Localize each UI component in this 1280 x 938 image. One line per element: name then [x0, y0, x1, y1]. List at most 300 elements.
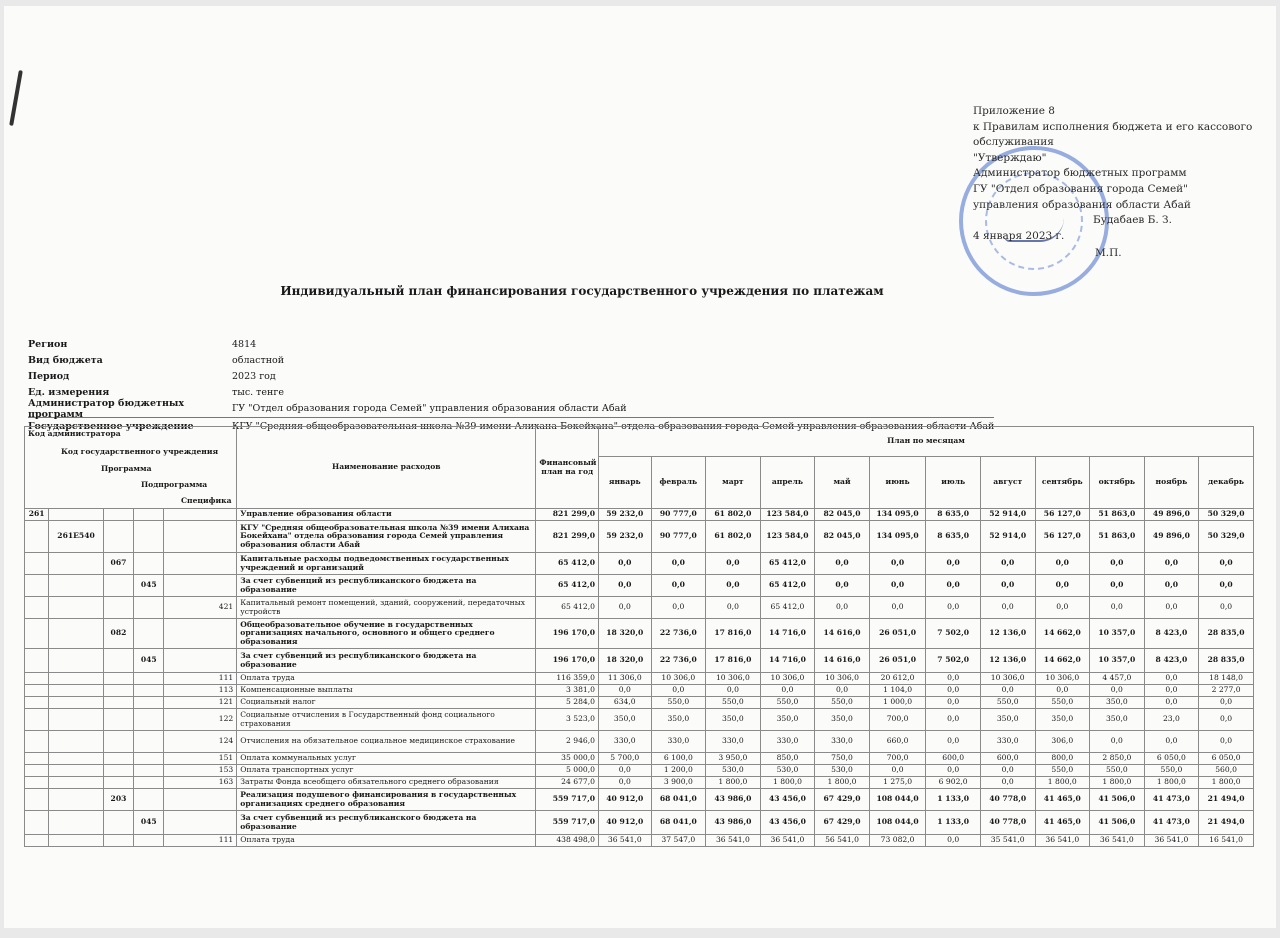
code-cell: [49, 649, 104, 673]
month-value-cell: 73 082,0: [869, 835, 926, 847]
table-row: [25, 789, 1254, 811]
code-cell: [164, 789, 237, 811]
month-value-cell: 350,0: [815, 709, 870, 731]
month-value-cell: 14 662,0: [1035, 649, 1090, 673]
table-row: [25, 697, 1254, 709]
month-value-cell: 1 104,0: [869, 685, 926, 697]
month-value-cell: 6 050,0: [1199, 753, 1254, 765]
plan-header: Финансовый план на год: [536, 427, 599, 509]
month-value-cell: 0,0: [869, 575, 926, 597]
code-cell: [103, 811, 133, 835]
month-value-cell: 0,0: [815, 575, 870, 597]
code-cell: 121: [164, 697, 237, 709]
code-cell: [49, 673, 104, 685]
month-value-cell: 0,0: [651, 553, 706, 575]
month-value-cell: 0,0: [1090, 553, 1145, 575]
month-value-cell: 10 306,0: [980, 673, 1035, 685]
expense-name: Социальный налог: [237, 697, 536, 709]
month-value-cell: 67 429,0: [815, 789, 870, 811]
approval-line: ГУ "Отдел образования города Семей": [973, 182, 1188, 195]
month-value-cell: 0,0: [815, 597, 870, 619]
month-value-cell: 21 494,0: [1199, 811, 1254, 835]
expense-name: Затраты Фонда всеобщего обязательного среднего образования: [237, 777, 536, 789]
month-value-cell: 37 547,0: [651, 835, 706, 847]
month-value-cell: 550,0: [1035, 765, 1090, 777]
month-value-cell: 12 136,0: [980, 649, 1035, 673]
month-value-cell: 530,0: [815, 765, 870, 777]
month-value-cell: 68 041,0: [651, 789, 706, 811]
expense-name: Компенсационные выплаты: [237, 685, 536, 697]
annual-plan-cell: 35 000,0: [536, 753, 599, 765]
month-value-cell: 123 584,0: [760, 521, 815, 553]
month-value-cell: 14 662,0: [1035, 619, 1090, 649]
annual-plan-cell: 196 170,0: [536, 619, 599, 649]
approval-line: Приложение 8: [973, 105, 1055, 117]
months-header: План по месяцам: [599, 427, 1254, 457]
month-value-cell: 52 914,0: [980, 521, 1035, 553]
month-value-cell: 11 306,0: [599, 673, 652, 685]
month-value-cell: 0,0: [1144, 597, 1199, 619]
approval-line: обслуживания: [973, 136, 1054, 149]
month-value-cell: 350,0: [706, 709, 761, 731]
month-value-cell: 0,0: [1035, 685, 1090, 697]
code-cell: [134, 731, 164, 753]
month-value-cell: 8 635,0: [926, 521, 981, 553]
month-value-cell: 22 736,0: [651, 619, 706, 649]
month-value-cell: 50 329,0: [1199, 509, 1254, 521]
month-value-cell: 123 584,0: [760, 509, 815, 521]
table-row: [25, 597, 1254, 619]
month-value-cell: 0,0: [980, 685, 1035, 697]
approval-line: Администратор бюджетных программ: [973, 167, 1187, 180]
month-value-cell: 0,0: [980, 553, 1035, 575]
code-cell: 151: [164, 753, 237, 765]
expense-name: Управление образования области: [237, 509, 536, 521]
month-value-cell: 23,0: [1144, 709, 1199, 731]
month-value-cell: 0,0: [1199, 575, 1254, 597]
code-cell: [49, 685, 104, 697]
month-value-cell: 4 457,0: [1090, 673, 1145, 685]
month-value-cell: 1 800,0: [1035, 777, 1090, 789]
month-value-cell: 6 100,0: [651, 753, 706, 765]
month-value-cell: 0,0: [980, 777, 1035, 789]
expense-name: За счет субвенций из республиканского бюджета на образование: [237, 575, 536, 597]
month-value-cell: 50 329,0: [1199, 521, 1254, 553]
month-value-cell: 550,0: [706, 697, 761, 709]
month-value-cell: 350,0: [1090, 709, 1145, 731]
month-value-cell: 21 494,0: [1199, 789, 1254, 811]
month-value-cell: 1 800,0: [815, 777, 870, 789]
annual-plan-cell: 3 381,0: [536, 685, 599, 697]
month-value-cell: 36 541,0: [706, 835, 761, 847]
month-value-cell: 28 835,0: [1199, 619, 1254, 649]
month-value-cell: 0,0: [1199, 597, 1254, 619]
month-value-cell: 5 700,0: [599, 753, 652, 765]
code-cell: [25, 649, 49, 673]
month-value-cell: 0,0: [706, 575, 761, 597]
month-value-cell: 600,0: [980, 753, 1035, 765]
month-value-cell: 1 133,0: [926, 789, 981, 811]
month-value-cell: 90 777,0: [651, 509, 706, 521]
code-cell: [49, 777, 104, 789]
code-cell: [134, 753, 164, 765]
month-value-cell: 0,0: [706, 553, 761, 575]
annual-plan-cell: 3 523,0: [536, 709, 599, 731]
annual-plan-cell: 116 359,0: [536, 673, 599, 685]
month-value-cell: 0,0: [760, 685, 815, 697]
code-cell: [134, 509, 164, 521]
month-value-cell: 634,0: [599, 697, 652, 709]
code-cell: [103, 685, 133, 697]
code-cell: [25, 789, 49, 811]
month-header: октябрь: [1090, 457, 1145, 509]
month-value-cell: 350,0: [980, 709, 1035, 731]
code-cell: [25, 777, 49, 789]
month-value-cell: 40 778,0: [980, 811, 1035, 835]
month-value-cell: 330,0: [706, 731, 761, 753]
code-cell: [134, 789, 164, 811]
month-value-cell: 0,0: [926, 731, 981, 753]
month-value-cell: 6 902,0: [926, 777, 981, 789]
code-cell: [134, 709, 164, 731]
month-header: сентябрь: [1035, 457, 1090, 509]
month-value-cell: 10 306,0: [1035, 673, 1090, 685]
annual-plan-cell: 438 498,0: [536, 835, 599, 847]
code-cell: [49, 575, 104, 597]
code-cell: [134, 835, 164, 847]
month-value-cell: 10 306,0: [815, 673, 870, 685]
table-row: [25, 765, 1254, 777]
month-value-cell: 550,0: [815, 697, 870, 709]
meta-label: Ед. измерения: [28, 387, 110, 399]
month-value-cell: 550,0: [651, 697, 706, 709]
code-cell: [164, 619, 237, 649]
document-page: [4, 6, 1276, 928]
month-value-cell: 14 616,0: [815, 649, 870, 673]
month-value-cell: 56 541,0: [815, 835, 870, 847]
meta-label: Регион: [28, 338, 68, 350]
annual-plan-cell: 821 299,0: [536, 521, 599, 553]
month-value-cell: 0,0: [926, 553, 981, 575]
code-cell: [134, 619, 164, 649]
month-value-cell: 1 275,0: [869, 777, 926, 789]
month-value-cell: 0,0: [1090, 575, 1145, 597]
code-cell: [164, 553, 237, 575]
specific-header: Специфика: [181, 496, 232, 505]
month-value-cell: 0,0: [599, 765, 652, 777]
table-row: [25, 521, 1254, 553]
month-header: август: [980, 457, 1035, 509]
month-value-cell: 0,0: [706, 685, 761, 697]
month-value-cell: 0,0: [599, 597, 652, 619]
table-row: [25, 685, 1254, 697]
table-row: [25, 553, 1254, 575]
month-value-cell: 43 986,0: [706, 811, 761, 835]
month-value-cell: 0,0: [1090, 731, 1145, 753]
month-value-cell: 65 412,0: [760, 597, 815, 619]
expense-name: Реализация подушевого финансирования в государственных организациях среднего образования: [237, 789, 536, 811]
code-cell: [25, 553, 49, 575]
month-value-cell: 550,0: [1090, 765, 1145, 777]
code-cell: [164, 649, 237, 673]
month-value-cell: 134 095,0: [869, 521, 926, 553]
code-cell: [103, 521, 133, 553]
month-value-cell: 134 095,0: [869, 509, 926, 521]
month-value-cell: 52 914,0: [980, 509, 1035, 521]
month-value-cell: 82 045,0: [815, 509, 870, 521]
month-value-cell: 8 423,0: [1144, 649, 1199, 673]
annual-plan-cell: 821 299,0: [536, 509, 599, 521]
financing-plan-table: [24, 426, 1254, 847]
code-cell: [164, 811, 237, 835]
month-value-cell: 0,0: [599, 575, 652, 597]
code-cell: [164, 509, 237, 521]
expense-name: Общеобразовательное обучение в государственных организациях начального, основного и общего среднего образования: [237, 619, 536, 649]
month-header: апрель: [760, 457, 815, 509]
month-value-cell: 8 635,0: [926, 509, 981, 521]
month-value-cell: 0,0: [926, 709, 981, 731]
month-value-cell: 43 986,0: [706, 789, 761, 811]
meta-row: [28, 368, 994, 384]
code-cell: 124: [164, 731, 237, 753]
month-value-cell: 0,0: [651, 685, 706, 697]
code-cell: [134, 673, 164, 685]
month-value-cell: 550,0: [760, 697, 815, 709]
code-cell: [49, 697, 104, 709]
month-value-cell: 40 912,0: [599, 811, 652, 835]
code-cell: 203: [103, 789, 133, 811]
code-cell: [25, 619, 49, 649]
month-value-cell: 36 541,0: [1035, 835, 1090, 847]
month-value-cell: 550,0: [1144, 765, 1199, 777]
month-value-cell: 0,0: [926, 575, 981, 597]
code-cell: 261Е540: [49, 521, 104, 553]
code-cell: [49, 753, 104, 765]
table-row: [25, 835, 1254, 847]
code-cell: 163: [164, 777, 237, 789]
month-value-cell: 17 816,0: [706, 649, 761, 673]
code-cell: [49, 835, 104, 847]
month-value-cell: 41 506,0: [1090, 789, 1145, 811]
month-value-cell: 0,0: [926, 697, 981, 709]
annual-plan-cell: 2 946,0: [536, 731, 599, 753]
month-value-cell: 67 429,0: [815, 811, 870, 835]
meta-value: тыс. тенге: [232, 387, 284, 399]
month-value-cell: 550,0: [980, 697, 1035, 709]
month-value-cell: 1 133,0: [926, 811, 981, 835]
approver-name: Будабаев Б. З.: [1093, 214, 1172, 227]
code-cell: [103, 731, 133, 753]
month-value-cell: 660,0: [869, 731, 926, 753]
annual-plan-cell: 559 717,0: [536, 789, 599, 811]
month-value-cell: 17 816,0: [706, 619, 761, 649]
program-header: Программа: [101, 464, 152, 473]
month-value-cell: 0,0: [599, 685, 652, 697]
month-value-cell: 36 541,0: [760, 835, 815, 847]
month-value-cell: 0,0: [980, 765, 1035, 777]
subprogram-header: Подпрограмма: [141, 480, 208, 489]
month-value-cell: 40 778,0: [980, 789, 1035, 811]
code-cell: [49, 619, 104, 649]
code-cell: [49, 811, 104, 835]
expense-name: Оплата коммунальных услуг: [237, 753, 536, 765]
code-cell: [25, 811, 49, 835]
month-value-cell: 8 423,0: [1144, 619, 1199, 649]
month-value-cell: 28 835,0: [1199, 649, 1254, 673]
code-cell: [25, 521, 49, 553]
code-cell: 045: [134, 811, 164, 835]
code-cell: 113: [164, 685, 237, 697]
meta-row: [28, 352, 994, 368]
meta-value: КГУ "Средняя общеобразовательная школа №39 имени Алихана Бокейхана" отдела образования города Семей управления образования области Абай: [232, 420, 995, 432]
code-cell: [134, 777, 164, 789]
month-value-cell: 0,0: [1090, 597, 1145, 619]
month-value-cell: 330,0: [651, 731, 706, 753]
month-value-cell: 26 051,0: [869, 619, 926, 649]
month-value-cell: 0,0: [926, 673, 981, 685]
month-value-cell: 20 612,0: [869, 673, 926, 685]
month-value-cell: 1 000,0: [869, 697, 926, 709]
code-cell: [25, 575, 49, 597]
month-header: май: [815, 457, 870, 509]
month-value-cell: 59 232,0: [599, 509, 652, 521]
month-value-cell: 0,0: [599, 553, 652, 575]
code-cell: [25, 697, 49, 709]
code-cell: [134, 685, 164, 697]
month-value-cell: 0,0: [926, 685, 981, 697]
month-value-cell: 7 502,0: [926, 649, 981, 673]
month-value-cell: 350,0: [599, 709, 652, 731]
month-value-cell: 0,0: [651, 575, 706, 597]
month-value-cell: 0,0: [1144, 575, 1199, 597]
code-cell: [134, 765, 164, 777]
table-row: [25, 509, 1254, 521]
annual-plan-cell: 65 412,0: [536, 575, 599, 597]
month-value-cell: 0,0: [1035, 553, 1090, 575]
document-title: Индивидуальный план финансирования государственного учреждения по платежам: [280, 284, 884, 298]
month-value-cell: 350,0: [760, 709, 815, 731]
code-cell: [49, 731, 104, 753]
meta-label: Вид бюджета: [28, 354, 103, 366]
table-row: [25, 731, 1254, 753]
expense-name: Оплата труда: [237, 673, 536, 685]
month-value-cell: 550,0: [1035, 697, 1090, 709]
code-cell: [134, 697, 164, 709]
month-value-cell: 350,0: [1035, 709, 1090, 731]
expense-name: КГУ "Средняя общеобразовательная школа №39 имени Алихана Бокейхана" отдела образования города Семей управления образования области Абай: [237, 521, 536, 553]
month-header: ноябрь: [1144, 457, 1199, 509]
code-cell: [164, 575, 237, 597]
code-cell: 111: [164, 835, 237, 847]
month-value-cell: 41 473,0: [1144, 811, 1199, 835]
month-value-cell: 1 800,0: [1199, 777, 1254, 789]
month-header: декабрь: [1199, 457, 1254, 509]
code-cell: [49, 553, 104, 575]
month-header: январь: [599, 457, 652, 509]
month-value-cell: 3 900,0: [651, 777, 706, 789]
month-value-cell: 0,0: [1144, 731, 1199, 753]
month-value-cell: 0,0: [926, 765, 981, 777]
table-row: [25, 753, 1254, 765]
meta-value: 2023 год: [232, 370, 276, 382]
code-header: [25, 427, 237, 509]
month-value-cell: 0,0: [1144, 553, 1199, 575]
annual-plan-cell: 24 677,0: [536, 777, 599, 789]
code-cell: 122: [164, 709, 237, 731]
month-value-cell: 530,0: [760, 765, 815, 777]
month-value-cell: 600,0: [926, 753, 981, 765]
table-row: [25, 673, 1254, 685]
month-value-cell: 0,0: [869, 597, 926, 619]
month-value-cell: 0,0: [1090, 685, 1145, 697]
month-value-cell: 530,0: [706, 765, 761, 777]
month-value-cell: 0,0: [815, 553, 870, 575]
month-value-cell: 0,0: [1199, 731, 1254, 753]
month-value-cell: 26 051,0: [869, 649, 926, 673]
month-header: июнь: [869, 457, 926, 509]
month-value-cell: 14 716,0: [760, 619, 815, 649]
month-value-cell: 56 127,0: [1035, 521, 1090, 553]
month-value-cell: 16 541,0: [1199, 835, 1254, 847]
month-value-cell: 330,0: [599, 731, 652, 753]
month-value-cell: 18 148,0: [1199, 673, 1254, 685]
code-cell: [103, 649, 133, 673]
month-value-cell: 3 950,0: [706, 753, 761, 765]
meta-label: Администратор бюджетных программ: [28, 397, 185, 420]
code-admin-header: Код администратора: [28, 429, 121, 438]
code-cell: 261: [25, 509, 49, 521]
month-value-cell: 560,0: [1199, 765, 1254, 777]
month-value-cell: 700,0: [869, 753, 926, 765]
code-cell: [103, 777, 133, 789]
month-value-cell: 330,0: [815, 731, 870, 753]
month-value-cell: 14 616,0: [815, 619, 870, 649]
month-value-cell: 0,0: [706, 597, 761, 619]
code-institution-header: Код государственного учреждения: [61, 447, 219, 456]
month-value-cell: 10 357,0: [1090, 649, 1145, 673]
code-cell: [134, 521, 164, 553]
annual-plan-cell: 559 717,0: [536, 811, 599, 835]
approval-line: управления образования области Абай: [973, 198, 1191, 211]
code-cell: 082: [103, 619, 133, 649]
month-value-cell: 61 802,0: [706, 509, 761, 521]
month-value-cell: 1 800,0: [760, 777, 815, 789]
code-cell: [25, 597, 49, 619]
month-value-cell: 14 716,0: [760, 649, 815, 673]
month-value-cell: 0,0: [599, 777, 652, 789]
month-value-cell: 41 465,0: [1035, 811, 1090, 835]
expense-name: Оплата транспортных услуг: [237, 765, 536, 777]
month-value-cell: 36 541,0: [1090, 835, 1145, 847]
month-value-cell: 82 045,0: [815, 521, 870, 553]
month-value-cell: 43 456,0: [760, 811, 815, 835]
month-value-cell: 108 044,0: [869, 789, 926, 811]
month-value-cell: 0,0: [1144, 685, 1199, 697]
code-cell: 045: [134, 649, 164, 673]
code-cell: [134, 553, 164, 575]
code-cell: [103, 753, 133, 765]
month-value-cell: 0,0: [1199, 553, 1254, 575]
month-value-cell: 35 541,0: [980, 835, 1035, 847]
month-value-cell: 12 136,0: [980, 619, 1035, 649]
code-cell: 045: [134, 575, 164, 597]
expense-name: За счет субвенций из республиканского бюджета на образование: [237, 649, 536, 673]
month-value-cell: 43 456,0: [760, 789, 815, 811]
code-cell: [103, 509, 133, 521]
code-cell: [103, 673, 133, 685]
month-value-cell: 41 506,0: [1090, 811, 1145, 835]
code-cell: [103, 835, 133, 847]
